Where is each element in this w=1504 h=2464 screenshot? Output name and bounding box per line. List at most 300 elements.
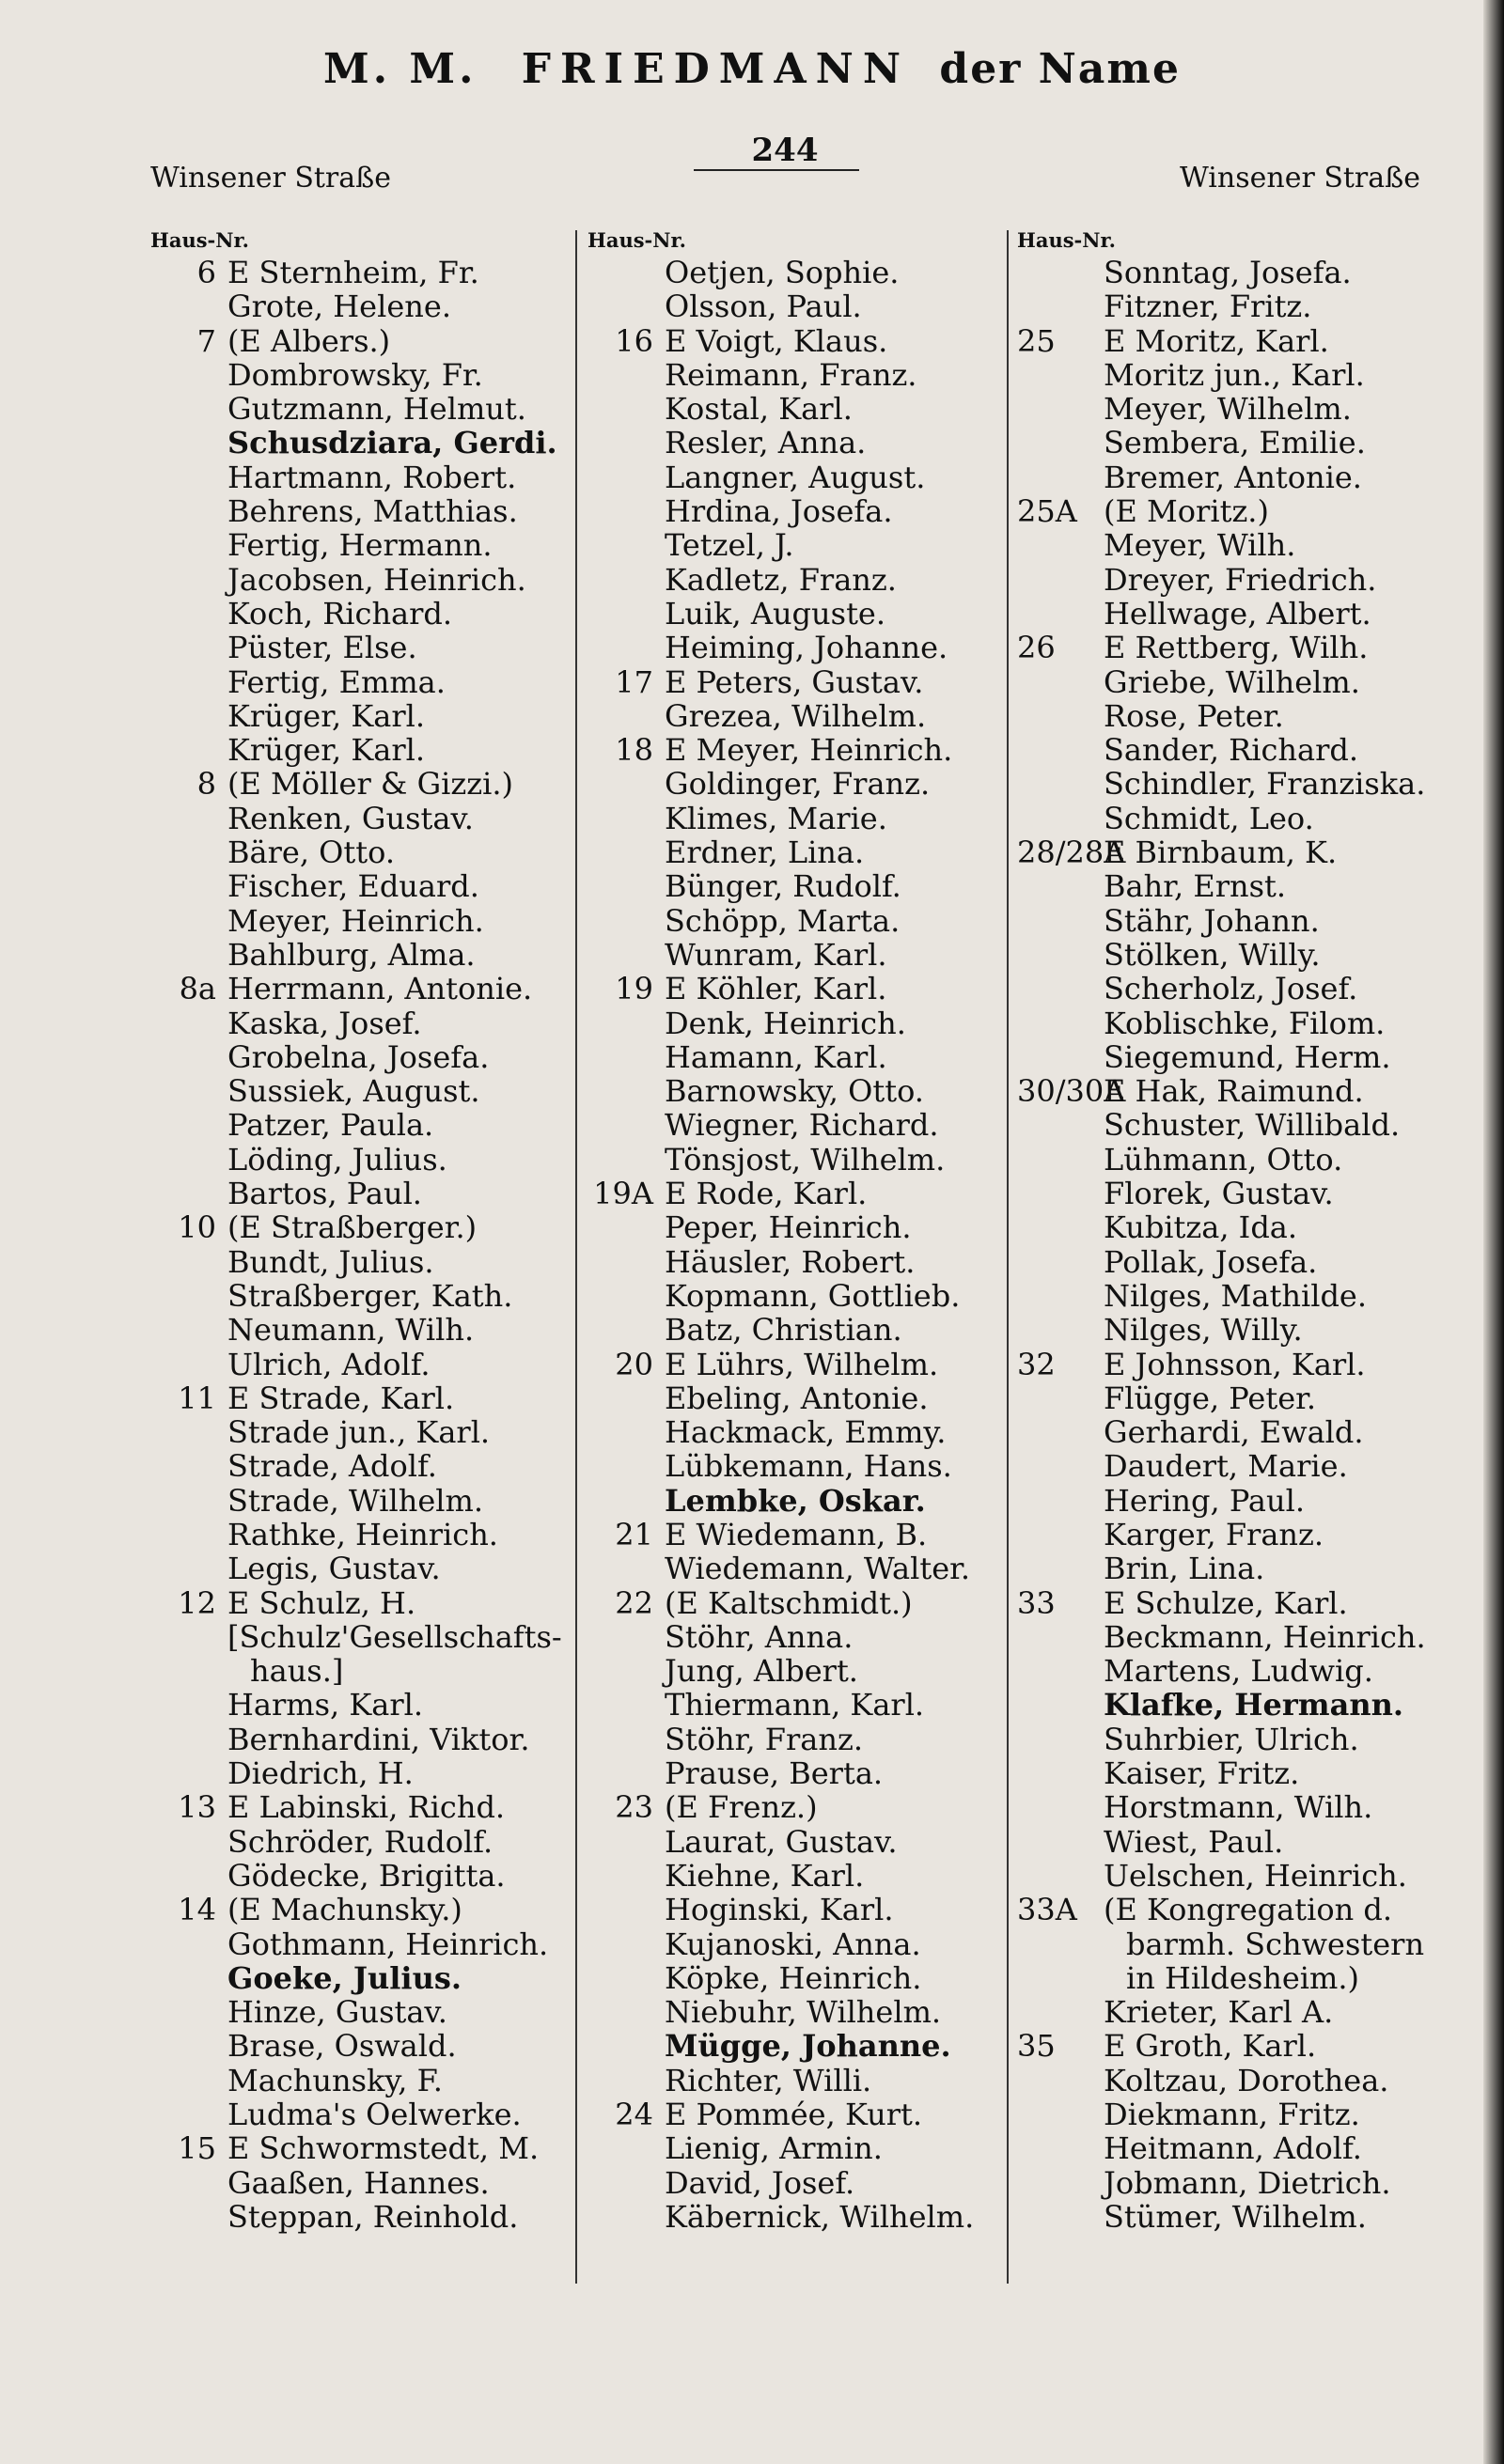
resident-name: Krüger, Karl. — [227, 732, 426, 769]
list-item — [150, 1586, 578, 1620]
resident-name: E Hak, Raimund. — [1104, 1073, 1364, 1110]
house-number: 10 — [178, 1209, 216, 1246]
list-item — [150, 2029, 578, 2063]
resident-name: Kopmann, Gottlieb. — [665, 1277, 961, 1314]
list-item — [1017, 1586, 1468, 1620]
list-item — [588, 1210, 1015, 1244]
list-item — [1017, 426, 1468, 460]
list-item — [1017, 2098, 1468, 2131]
list-item — [1017, 1245, 1468, 1279]
list-item — [588, 767, 1015, 801]
list-item — [588, 1177, 1015, 1210]
resident-name: Moritz jun., Karl. — [1104, 356, 1365, 393]
list-item — [588, 1620, 1015, 1654]
list-item — [1017, 1279, 1468, 1313]
resident-name: Olsson, Paul. — [665, 289, 862, 325]
resident-name: Hamann, Karl. — [665, 1038, 887, 1075]
resident-name: (E Frenz.) — [665, 1789, 818, 1826]
list-item — [1017, 460, 1468, 494]
resident-name: Herrmann, Antonie. — [227, 971, 533, 1007]
resident-name: Ulrich, Adolf. — [227, 1346, 431, 1382]
resident-name: Ludma's Oelwerke. — [227, 2097, 522, 2133]
resident-name: Dombrowsky, Fr. — [227, 356, 483, 393]
resident-name: E Birnbaum, K. — [1104, 834, 1338, 871]
list-item — [150, 1210, 578, 1244]
list-item — [150, 1177, 578, 1210]
list-item — [588, 1654, 1015, 1688]
resident-name: Sonntag, Josefa. — [1104, 255, 1352, 290]
resident-name: Patzer, Paula. — [227, 1107, 434, 1144]
house-number: 35 — [1017, 2028, 1056, 2065]
resident-name: E Moritz, Karl. — [1104, 322, 1329, 359]
list-item — [588, 972, 1015, 1006]
list-item — [1017, 1108, 1468, 1142]
list-item — [588, 1381, 1015, 1415]
list-item — [1017, 1654, 1468, 1688]
resident-name: E Groth, Karl. — [1104, 2028, 1317, 2065]
house-number: 30/30A — [1017, 1073, 1126, 1110]
resident-name: Prause, Berta. — [665, 1755, 884, 1792]
house-number: 23 — [615, 1789, 653, 1826]
list-item — [1017, 1688, 1468, 1722]
list-item — [1017, 1518, 1468, 1552]
resident-name: Stähr, Johann. — [1104, 902, 1320, 939]
resident-name: Fertig, Hermann. — [227, 527, 493, 564]
list-item — [150, 1927, 578, 1961]
resident-name: Lembke, Oskar. — [665, 1482, 926, 1519]
resident-name: Rathke, Heinrich. — [227, 1516, 498, 1552]
resident-name: Grote, Helene. — [227, 289, 451, 325]
list-item — [1017, 1825, 1468, 1859]
list-item — [588, 665, 1015, 699]
list-item — [1017, 1995, 1468, 2029]
house-number: 24 — [615, 2097, 653, 2133]
list-item — [150, 1961, 578, 1995]
resident-name: Richter, Willi. — [665, 2062, 872, 2098]
resident-name: Heitmann, Adolf. — [1104, 2130, 1362, 2167]
resident-name: Kostal, Karl. — [665, 391, 853, 428]
list-item — [1017, 1927, 1468, 1961]
list-item — [1017, 1723, 1468, 1756]
house-number: 19 — [615, 971, 653, 1007]
resident-name: Heiming, Johanne. — [665, 630, 948, 666]
house-number: 33A — [1017, 1892, 1077, 1928]
list-item — [150, 1790, 578, 1824]
list-item — [150, 1245, 578, 1279]
list-item — [150, 2200, 578, 2234]
directory-column-3 — [1017, 226, 1468, 2234]
resident-name: Püster, Else. — [227, 630, 417, 666]
resident-name: E Peters, Gustav. — [665, 663, 924, 700]
list-item — [150, 1415, 578, 1449]
list-item — [150, 1518, 578, 1552]
resident-name: Koblischke, Filom. — [1104, 1005, 1386, 1041]
list-item — [1017, 972, 1468, 1006]
resident-name: Klafke, Hermann. — [1104, 1687, 1403, 1723]
resident-name: haus.] — [250, 1653, 344, 1690]
list-item — [1017, 802, 1468, 835]
list-item — [1017, 767, 1468, 801]
list-item — [1017, 1552, 1468, 1585]
list-item — [150, 528, 578, 562]
house-number: 25 — [1017, 322, 1056, 359]
resident-name: Dreyer, Friedrich. — [1104, 561, 1377, 598]
resident-name: in Hildesheim.) — [1126, 1959, 1360, 1996]
resident-name: Nilges, Willy. — [1104, 1312, 1303, 1349]
resident-name: Sander, Richard. — [1104, 732, 1359, 769]
house-number: 11 — [178, 1380, 216, 1416]
resident-name: Gerhardi, Ewald. — [1104, 1414, 1364, 1451]
resident-name: Kaska, Josef. — [227, 1005, 422, 1041]
list-item — [150, 2131, 578, 2165]
house-number: 17 — [615, 663, 653, 700]
resident-name: Fischer, Eduard. — [227, 868, 479, 905]
list-item — [1017, 1074, 1468, 1108]
house-number: 18 — [615, 732, 653, 769]
resident-name: Strade, Adolf. — [227, 1448, 437, 1485]
list-item — [1017, 665, 1468, 699]
resident-name: Bahr, Ernst. — [1104, 868, 1287, 905]
resident-name: Sussiek, August. — [227, 1073, 480, 1110]
resident-name: Flügge, Peter. — [1104, 1380, 1317, 1416]
resident-name: Wunram, Karl. — [665, 936, 887, 973]
list-item — [1017, 1415, 1468, 1449]
resident-name: Grobelna, Josefa. — [227, 1038, 490, 1075]
list-item — [150, 1859, 578, 1893]
list-item — [1017, 631, 1468, 664]
page-number-underline — [694, 169, 859, 171]
resident-name: Käbernick, Wilhelm. — [665, 2198, 975, 2235]
resident-name: Meyer, Heinrich. — [227, 902, 484, 939]
house-number: 8a — [179, 971, 216, 1007]
list-item — [588, 289, 1015, 323]
list-item — [588, 2029, 1015, 2063]
list-item — [1017, 1961, 1468, 1995]
resident-name: E Johnsson, Karl. — [1104, 1346, 1366, 1382]
list-item — [588, 904, 1015, 938]
list-item — [1017, 699, 1468, 733]
list-item — [1017, 1313, 1468, 1347]
resident-name: Wiest, Paul. — [1104, 1823, 1284, 1860]
list-item — [1017, 1620, 1468, 1654]
list-item — [588, 1995, 1015, 2029]
list-item — [588, 938, 1015, 972]
list-item — [150, 2166, 578, 2200]
list-item — [1017, 358, 1468, 392]
list-item — [588, 1074, 1015, 1108]
list-item — [150, 1040, 578, 1074]
resident-name: Brin, Lina. — [1104, 1551, 1265, 1587]
list-item — [1017, 2029, 1468, 2063]
resident-name: (E Moritz.) — [1104, 493, 1269, 530]
resident-name: E Schulz, H. — [227, 1584, 416, 1621]
resident-name: Bernhardini, Viktor. — [227, 1721, 530, 1757]
list-item — [150, 1074, 578, 1108]
resident-name: Schusdziara, Gerdi. — [227, 425, 557, 461]
resident-name: Strade jun., Karl. — [227, 1414, 491, 1451]
list-item — [588, 699, 1015, 733]
resident-name: Daudert, Marie. — [1104, 1448, 1348, 1485]
resident-name: Jung, Albert. — [665, 1653, 858, 1690]
list-item — [1017, 1859, 1468, 1893]
list-item — [150, 1552, 578, 1585]
resident-name: barmh. Schwestern — [1126, 1926, 1425, 1962]
resident-name: Bundt, Julius. — [227, 1243, 434, 1280]
resident-name: Steppan, Reinhold. — [227, 2198, 519, 2235]
list-item — [150, 1006, 578, 1040]
house-number: 15 — [178, 2130, 216, 2167]
resident-name: E Strade, Karl. — [227, 1380, 455, 1416]
entry-list — [1017, 256, 1468, 2234]
resident-name: Kiehne, Karl. — [665, 1857, 865, 1894]
list-item — [1017, 1040, 1468, 1074]
list-item — [588, 1688, 1015, 1722]
header-tagline: der Name — [939, 45, 1181, 93]
directory-column-1 — [150, 226, 578, 2234]
resident-name: Wiegner, Richard. — [665, 1107, 939, 1144]
resident-name: Neumann, Wilh. — [227, 1312, 475, 1349]
resident-name: Erdner, Lina. — [665, 834, 865, 871]
list-item — [588, 2131, 1015, 2165]
column-header: Haus-Nr. — [588, 228, 686, 252]
list-item — [1017, 1177, 1468, 1210]
house-number: 25A — [1017, 493, 1077, 530]
list-item — [150, 1756, 578, 1790]
list-item — [588, 460, 1015, 494]
list-item — [588, 1859, 1015, 1893]
resident-name: Niebuhr, Wilhelm. — [665, 1994, 942, 2031]
resident-name: Peper, Heinrich. — [665, 1209, 912, 1246]
list-item — [150, 1620, 578, 1654]
resident-name: Kujanoski, Anna. — [665, 1926, 921, 1962]
house-number: 7 — [196, 322, 216, 359]
list-item — [150, 2064, 578, 2098]
list-item — [150, 1449, 578, 1483]
house-number: 8 — [196, 766, 216, 803]
resident-name: E Meyer, Heinrich. — [665, 732, 953, 769]
list-item — [588, 1586, 1015, 1620]
resident-name: Fertig, Emma. — [227, 663, 446, 700]
house-number: 28/28A — [1017, 834, 1126, 871]
resident-name: Langner, August. — [665, 459, 926, 495]
resident-name: Beckmann, Heinrich. — [1104, 1618, 1426, 1655]
list-item — [588, 1108, 1015, 1142]
list-item — [150, 802, 578, 835]
resident-name: Hackmack, Emmy. — [665, 1414, 947, 1451]
list-item — [588, 1552, 1015, 1585]
resident-name: Schuster, Willibald. — [1104, 1107, 1401, 1144]
resident-name: Bäre, Otto. — [227, 834, 395, 871]
resident-name: Griebe, Wilhelm. — [1104, 663, 1360, 700]
resident-name: Köpke, Heinrich. — [665, 1959, 922, 1996]
list-item — [150, 1279, 578, 1313]
list-item — [150, 392, 578, 426]
list-item — [588, 2200, 1015, 2234]
list-item — [1017, 528, 1468, 562]
resident-name: Kubitza, Ida. — [1104, 1209, 1298, 1246]
page-number: 244 — [751, 132, 819, 169]
resident-name: Koch, Richard. — [227, 595, 453, 632]
list-item — [150, 324, 578, 358]
list-item — [588, 1415, 1015, 1449]
resident-name: Barnowsky, Otto. — [665, 1073, 924, 1110]
list-item — [588, 1484, 1015, 1518]
resident-name: Fitzner, Fritz. — [1104, 289, 1312, 325]
resident-name: Wiedemann, Walter. — [665, 1551, 971, 1587]
resident-name: E Lührs, Wilhelm. — [665, 1346, 939, 1382]
resident-name: Oetjen, Sophie. — [665, 255, 900, 290]
resident-name: Stöhr, Franz. — [665, 1721, 863, 1757]
resident-name: Resler, Anna. — [665, 425, 867, 461]
running-head-left: Winsener Straße — [150, 162, 391, 195]
list-item — [588, 256, 1015, 289]
resident-name: Legis, Gustav. — [227, 1551, 441, 1587]
list-item — [588, 1518, 1015, 1552]
list-item — [588, 835, 1015, 869]
list-item — [1017, 1484, 1468, 1518]
list-item — [1017, 2200, 1468, 2234]
resident-name: Hrdina, Josefa. — [665, 493, 893, 530]
list-item — [588, 528, 1015, 562]
list-item — [150, 1484, 578, 1518]
list-item — [588, 597, 1015, 631]
resident-name: E Sternheim, Fr. — [227, 255, 479, 290]
list-item — [150, 1723, 578, 1756]
resident-name: Lübkemann, Hans. — [665, 1448, 952, 1485]
resident-name: Hering, Paul. — [1104, 1482, 1305, 1519]
list-item — [150, 1893, 578, 1926]
house-number: 32 — [1017, 1346, 1056, 1382]
resident-name: [Schulz'Gesellschafts- — [227, 1618, 562, 1655]
list-item — [588, 1790, 1015, 1824]
list-item — [588, 1756, 1015, 1790]
resident-name: E Rettberg, Wilh. — [1104, 630, 1369, 666]
list-item — [150, 1348, 578, 1381]
resident-name: Karger, Franz. — [1104, 1516, 1324, 1552]
resident-name: Laurat, Gustav. — [665, 1823, 898, 1860]
resident-name: E Köhler, Karl. — [665, 971, 887, 1007]
list-item — [588, 869, 1015, 903]
list-item — [588, 2166, 1015, 2200]
list-item — [1017, 1210, 1468, 1244]
resident-name: Schmidt, Leo. — [1104, 800, 1314, 836]
list-item — [1017, 289, 1468, 323]
resident-name: Jobmann, Dietrich. — [1104, 2164, 1391, 2201]
list-item — [1017, 869, 1468, 903]
list-item — [150, 1381, 578, 1415]
resident-name: Tetzel, J. — [665, 527, 794, 564]
page-header — [0, 45, 1504, 93]
list-item — [1017, 938, 1468, 972]
resident-name: Hoginski, Karl. — [665, 1892, 894, 1928]
header-brand: FRIEDMANN — [521, 45, 911, 93]
resident-name: Lienig, Armin. — [665, 2130, 883, 2167]
list-item — [1017, 2064, 1468, 2098]
resident-name: Grezea, Wilhelm. — [665, 697, 927, 734]
resident-name: E Rode, Karl. — [665, 1176, 868, 1212]
list-item — [150, 699, 578, 733]
resident-name: Meyer, Wilh. — [1104, 527, 1296, 564]
list-item — [150, 1108, 578, 1142]
list-item — [150, 256, 578, 289]
list-item — [150, 733, 578, 767]
list-item — [588, 324, 1015, 358]
list-item — [1017, 324, 1468, 358]
list-item — [150, 1995, 578, 2029]
list-item — [588, 1825, 1015, 1859]
resident-name: Goldinger, Franz. — [665, 766, 931, 803]
resident-name: Hellwage, Albert. — [1104, 595, 1371, 632]
list-item — [1017, 1006, 1468, 1040]
column-header: Haus-Nr. — [1017, 228, 1116, 252]
list-item — [1017, 1143, 1468, 1177]
house-number: 33 — [1017, 1584, 1056, 1621]
list-item — [150, 904, 578, 938]
list-item — [150, 869, 578, 903]
house-number: 19A — [593, 1176, 653, 1212]
list-item — [150, 358, 578, 392]
resident-name: Nilges, Mathilde. — [1104, 1277, 1368, 1314]
resident-name: (E Möller & Gizzi.) — [227, 766, 513, 803]
resident-name: Kadletz, Franz. — [665, 561, 897, 598]
resident-name: Behrens, Matthias. — [227, 493, 518, 530]
list-item — [588, 1348, 1015, 1381]
resident-name: Stümer, Wilhelm. — [1104, 2198, 1367, 2235]
resident-name: Pollak, Josefa. — [1104, 1243, 1318, 1280]
list-item — [150, 972, 578, 1006]
resident-name: Krieter, Karl A. — [1104, 1994, 1334, 2031]
list-item — [1017, 1790, 1468, 1824]
resident-name: Schröder, Rudolf. — [227, 1823, 494, 1860]
resident-name: Tönsjost, Wilhelm. — [665, 1141, 946, 1177]
list-item — [150, 289, 578, 323]
resident-name: Schöpp, Marta. — [665, 902, 901, 939]
header-initials: M. M. — [323, 45, 478, 93]
resident-name: Klimes, Marie. — [665, 800, 887, 836]
list-item — [588, 1723, 1015, 1756]
resident-name: Hartmann, Robert. — [227, 459, 517, 495]
resident-name: Diekmann, Fritz. — [1104, 2097, 1360, 2133]
resident-name: E Pommée, Kurt. — [665, 2097, 923, 2133]
entry-list — [150, 256, 578, 2234]
house-number: 22 — [615, 1584, 653, 1621]
column-header: Haus-Nr. — [150, 228, 249, 252]
resident-name: Koltzau, Dorothea. — [1104, 2062, 1389, 2098]
resident-name: Siegemund, Herm. — [1104, 1038, 1391, 1075]
list-item — [588, 1040, 1015, 1074]
list-item — [588, 2098, 1015, 2131]
list-item — [150, 1313, 578, 1347]
list-item — [150, 1825, 578, 1859]
resident-name: Gaaßen, Hannes. — [227, 2164, 490, 2201]
resident-name: Mügge, Johanne. — [665, 2028, 951, 2065]
resident-name: Machunsky, F. — [227, 2062, 443, 2098]
resident-name: Batz, Christian. — [665, 1312, 902, 1349]
list-item — [1017, 1756, 1468, 1790]
resident-name: Bartos, Paul. — [227, 1176, 422, 1212]
resident-name: Strade, Wilhelm. — [227, 1482, 484, 1519]
resident-name: Horstmann, Wilh. — [1104, 1789, 1373, 1826]
list-item — [1017, 2131, 1468, 2165]
list-item — [588, 494, 1015, 528]
resident-name: Suhrbier, Ulrich. — [1104, 1721, 1359, 1757]
list-item — [588, 358, 1015, 392]
list-item — [150, 2098, 578, 2131]
resident-name: Florek, Gustav. — [1104, 1176, 1334, 1212]
resident-name: Thiermann, Karl. — [665, 1687, 925, 1723]
list-item — [588, 631, 1015, 664]
resident-name: Denk, Heinrich. — [665, 1005, 906, 1041]
